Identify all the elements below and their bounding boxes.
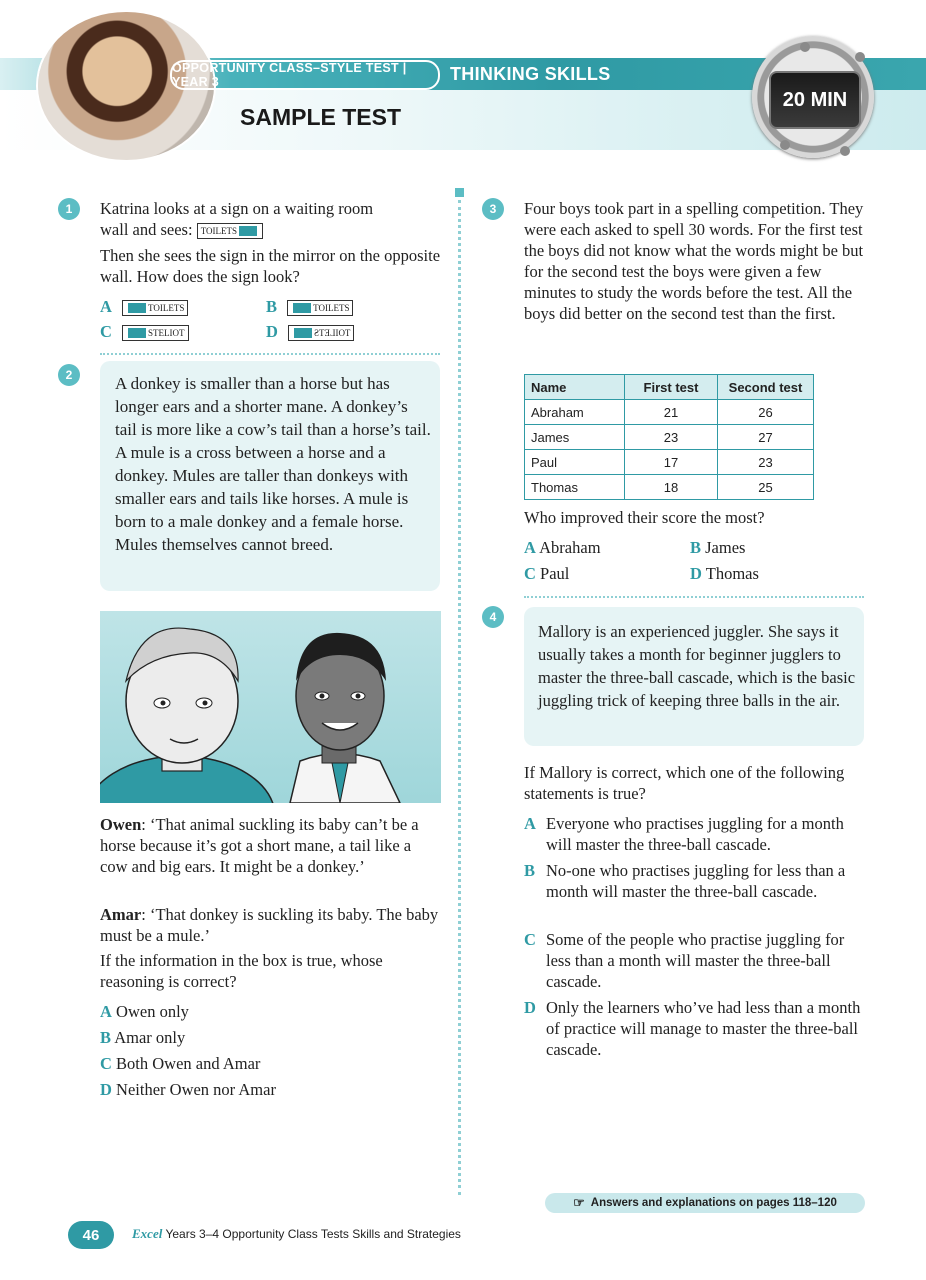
option-text: Some of the people who practise juggling for less than a month will master the three-ball cascade. <box>546 930 845 991</box>
separator <box>100 353 440 355</box>
option-letter: A <box>100 1002 112 1021</box>
footer-brand: Excel <box>132 1226 163 1241</box>
q1-sign <box>197 223 263 239</box>
arrow-left-icon <box>294 328 312 338</box>
option-text: Thomas <box>705 564 759 583</box>
option-letter: A <box>100 297 112 316</box>
table-cell: 25 <box>718 475 814 500</box>
table-row <box>525 425 814 450</box>
q1-question: Then she sees the sign in the mirror on the opposite wall. How does the sign look? <box>100 246 441 286</box>
option-letter: C <box>100 322 112 341</box>
table-cell: 26 <box>718 400 814 425</box>
q1-option-c[interactable] <box>100 321 189 342</box>
option-letter: A <box>524 538 536 557</box>
divider-cap <box>455 188 464 197</box>
q3-text: Four boys took part in a spelling competition. They were each asked to spell 30 words. For the first test the boys did not know what the words might be but for the second test the boys were given a few minutes to study the words before the test. All the boys did better on the second test than the first. <box>524 199 864 323</box>
option-text: Paul <box>540 564 570 583</box>
footer-book: Years 3–4 Opportunity Class Tests Skills and Strategies <box>162 1227 461 1241</box>
q4-option-c[interactable] <box>524 929 869 992</box>
q3-option-d[interactable] <box>690 563 759 584</box>
series-pill: OPPORTUNITY CLASS–STYLE TEST | YEAR 3 <box>170 60 440 90</box>
timer-bolt <box>840 146 850 156</box>
option-text: Abraham <box>539 538 601 557</box>
option-letter: D <box>524 998 536 1017</box>
question-number-3: 3 <box>482 198 504 220</box>
table-row <box>525 400 814 425</box>
footer-title <box>132 1226 461 1242</box>
timer-bolt <box>780 140 790 150</box>
q3-option-a[interactable] <box>524 537 601 558</box>
page-title: SAMPLE TEST <box>240 104 402 130</box>
answers-text: Answers and explanations on pages 118–120 <box>590 1197 837 1209</box>
option-text: Neither Owen nor Amar <box>116 1080 276 1099</box>
option-sign <box>122 325 189 341</box>
option-text: Everyone who practises juggling for a month will master the three-ball cascade. <box>546 814 844 854</box>
option-letter: C <box>524 930 536 949</box>
q2-option-a[interactable] <box>100 1001 189 1022</box>
arrow-left-icon <box>128 303 146 313</box>
amar-name: Amar <box>100 905 142 924</box>
q2-option-c[interactable] <box>100 1053 260 1074</box>
table-row <box>525 475 814 500</box>
option-sign <box>288 325 354 341</box>
arrow-left-icon <box>128 328 146 338</box>
question-number-2: 2 <box>58 364 80 386</box>
option-letter: B <box>266 297 278 316</box>
option-letter: B <box>524 861 536 880</box>
boys-illustration <box>100 611 441 803</box>
option-letter: D <box>266 322 278 341</box>
q3-option-c[interactable] <box>524 563 569 584</box>
q1-text-line1: Katrina looks at a sign on a waiting room <box>100 199 374 218</box>
option-sign <box>122 300 188 316</box>
option-letter: D <box>100 1080 112 1099</box>
option-letter: C <box>100 1054 112 1073</box>
q2-box-text: A donkey is smaller than a horse but has longer ears and a shorter mane. A donkey’s tail is more like a cow’s tail than a horse’s tail. A mule is a cross between a horse and a donkey. Mules are taller than donkeys with smaller ears and tails like horses. A mule is born to a male donkey and a female horse. Mules themselves cannot breed. <box>115 374 431 554</box>
q4-option-b[interactable] <box>524 860 869 902</box>
arrow-right-icon <box>239 226 257 236</box>
table-cell: 23 <box>625 425 718 450</box>
q2-question: If the information in the box is true, whose reasoning is correct? <box>100 951 383 991</box>
timer-display <box>769 71 861 129</box>
q2-option-d[interactable] <box>100 1079 276 1100</box>
option-letter: A <box>524 814 536 833</box>
option-letter: B <box>100 1028 112 1047</box>
table-cell: Abraham <box>525 400 625 425</box>
separator <box>524 596 864 598</box>
option-sign-label: TOILETS <box>148 302 185 313</box>
column-header: Second test <box>718 375 814 400</box>
option-sign-label-mirrored: TOILETS <box>314 327 351 338</box>
table-cell: 18 <box>625 475 718 500</box>
option-text: No-one who practises juggling for less than a month will master the three-ball cascade. <box>546 861 846 901</box>
column-header: Name <box>525 375 625 400</box>
owen-text: : ‘That animal suckling its baby can’t be a horse because it’s got a short mane, a tail like a cow and big ears. It might be a donkey.’ <box>100 815 419 876</box>
q4-box-text: Mallory is an experienced juggler. She says it usually takes a month for beginner jugglers to master the three-ball cascade, which is the basic juggling trick of keeping three balls in the air. <box>538 622 856 710</box>
option-text: Owen only <box>116 1002 189 1021</box>
table-cell: Paul <box>525 450 625 475</box>
table-row <box>525 450 814 475</box>
table-cell: 17 <box>625 450 718 475</box>
q4-option-d[interactable] <box>524 997 869 1060</box>
owen-statement <box>100 814 440 877</box>
option-letter: B <box>690 538 702 557</box>
q2-option-b[interactable] <box>100 1027 185 1048</box>
pointing-hand-icon: ☞ <box>573 1195 585 1210</box>
timer-bolt <box>855 52 865 62</box>
boys-illustration-svg <box>100 611 441 803</box>
amar-statement <box>100 904 440 946</box>
subject-title: THINKING SKILLS <box>450 64 611 84</box>
q4-question: If Mallory is correct, which one of the following statements is true? <box>524 763 845 803</box>
question-number-1: 1 <box>58 198 80 220</box>
page-number: 46 <box>68 1221 114 1249</box>
table-cell: James <box>525 425 625 450</box>
q1-text <box>100 198 445 240</box>
amar-text: : ‘That donkey is suckling its baby. The baby must be a mule.’ <box>100 905 439 945</box>
table-cell: 21 <box>625 400 718 425</box>
table-cell: 27 <box>718 425 814 450</box>
arrow-right-icon <box>293 303 311 313</box>
option-letter: C <box>524 564 536 583</box>
table-cell: 23 <box>718 450 814 475</box>
column-header: First test <box>625 375 718 400</box>
option-text: Only the learners who’ve had less than a month of practice will manage to master the three-ball cascade. <box>546 998 861 1059</box>
timer-bolt <box>800 42 810 52</box>
option-sign-label: TOILETS <box>313 302 350 313</box>
option-letter: D <box>690 564 702 583</box>
q1-text-line2: wall and sees: <box>100 220 193 239</box>
option-sign <box>287 300 353 316</box>
q1-option-a[interactable] <box>100 296 188 317</box>
q4-option-a[interactable] <box>524 813 869 855</box>
option-sign-label: STELIOT <box>148 327 185 338</box>
q3-question: Who improved their score the most? <box>524 508 765 527</box>
table-header-row <box>525 375 814 400</box>
option-text: Amar only <box>114 1028 186 1047</box>
q1-sign-label: TOILETS <box>200 225 238 236</box>
scores-table <box>524 374 814 500</box>
q1-option-d[interactable] <box>266 321 354 342</box>
timer-label: 20 MIN <box>782 88 848 111</box>
option-text: Both Owen and Amar <box>116 1054 261 1073</box>
q3-option-b[interactable] <box>690 537 745 558</box>
q1-option-b[interactable] <box>266 296 353 317</box>
question-number-4: 4 <box>482 606 504 628</box>
answers-reference[interactable] <box>545 1193 865 1213</box>
owen-name: Owen <box>100 815 142 834</box>
table-cell: Thomas <box>525 475 625 500</box>
column-divider <box>458 200 461 1195</box>
option-text: James <box>705 538 746 557</box>
